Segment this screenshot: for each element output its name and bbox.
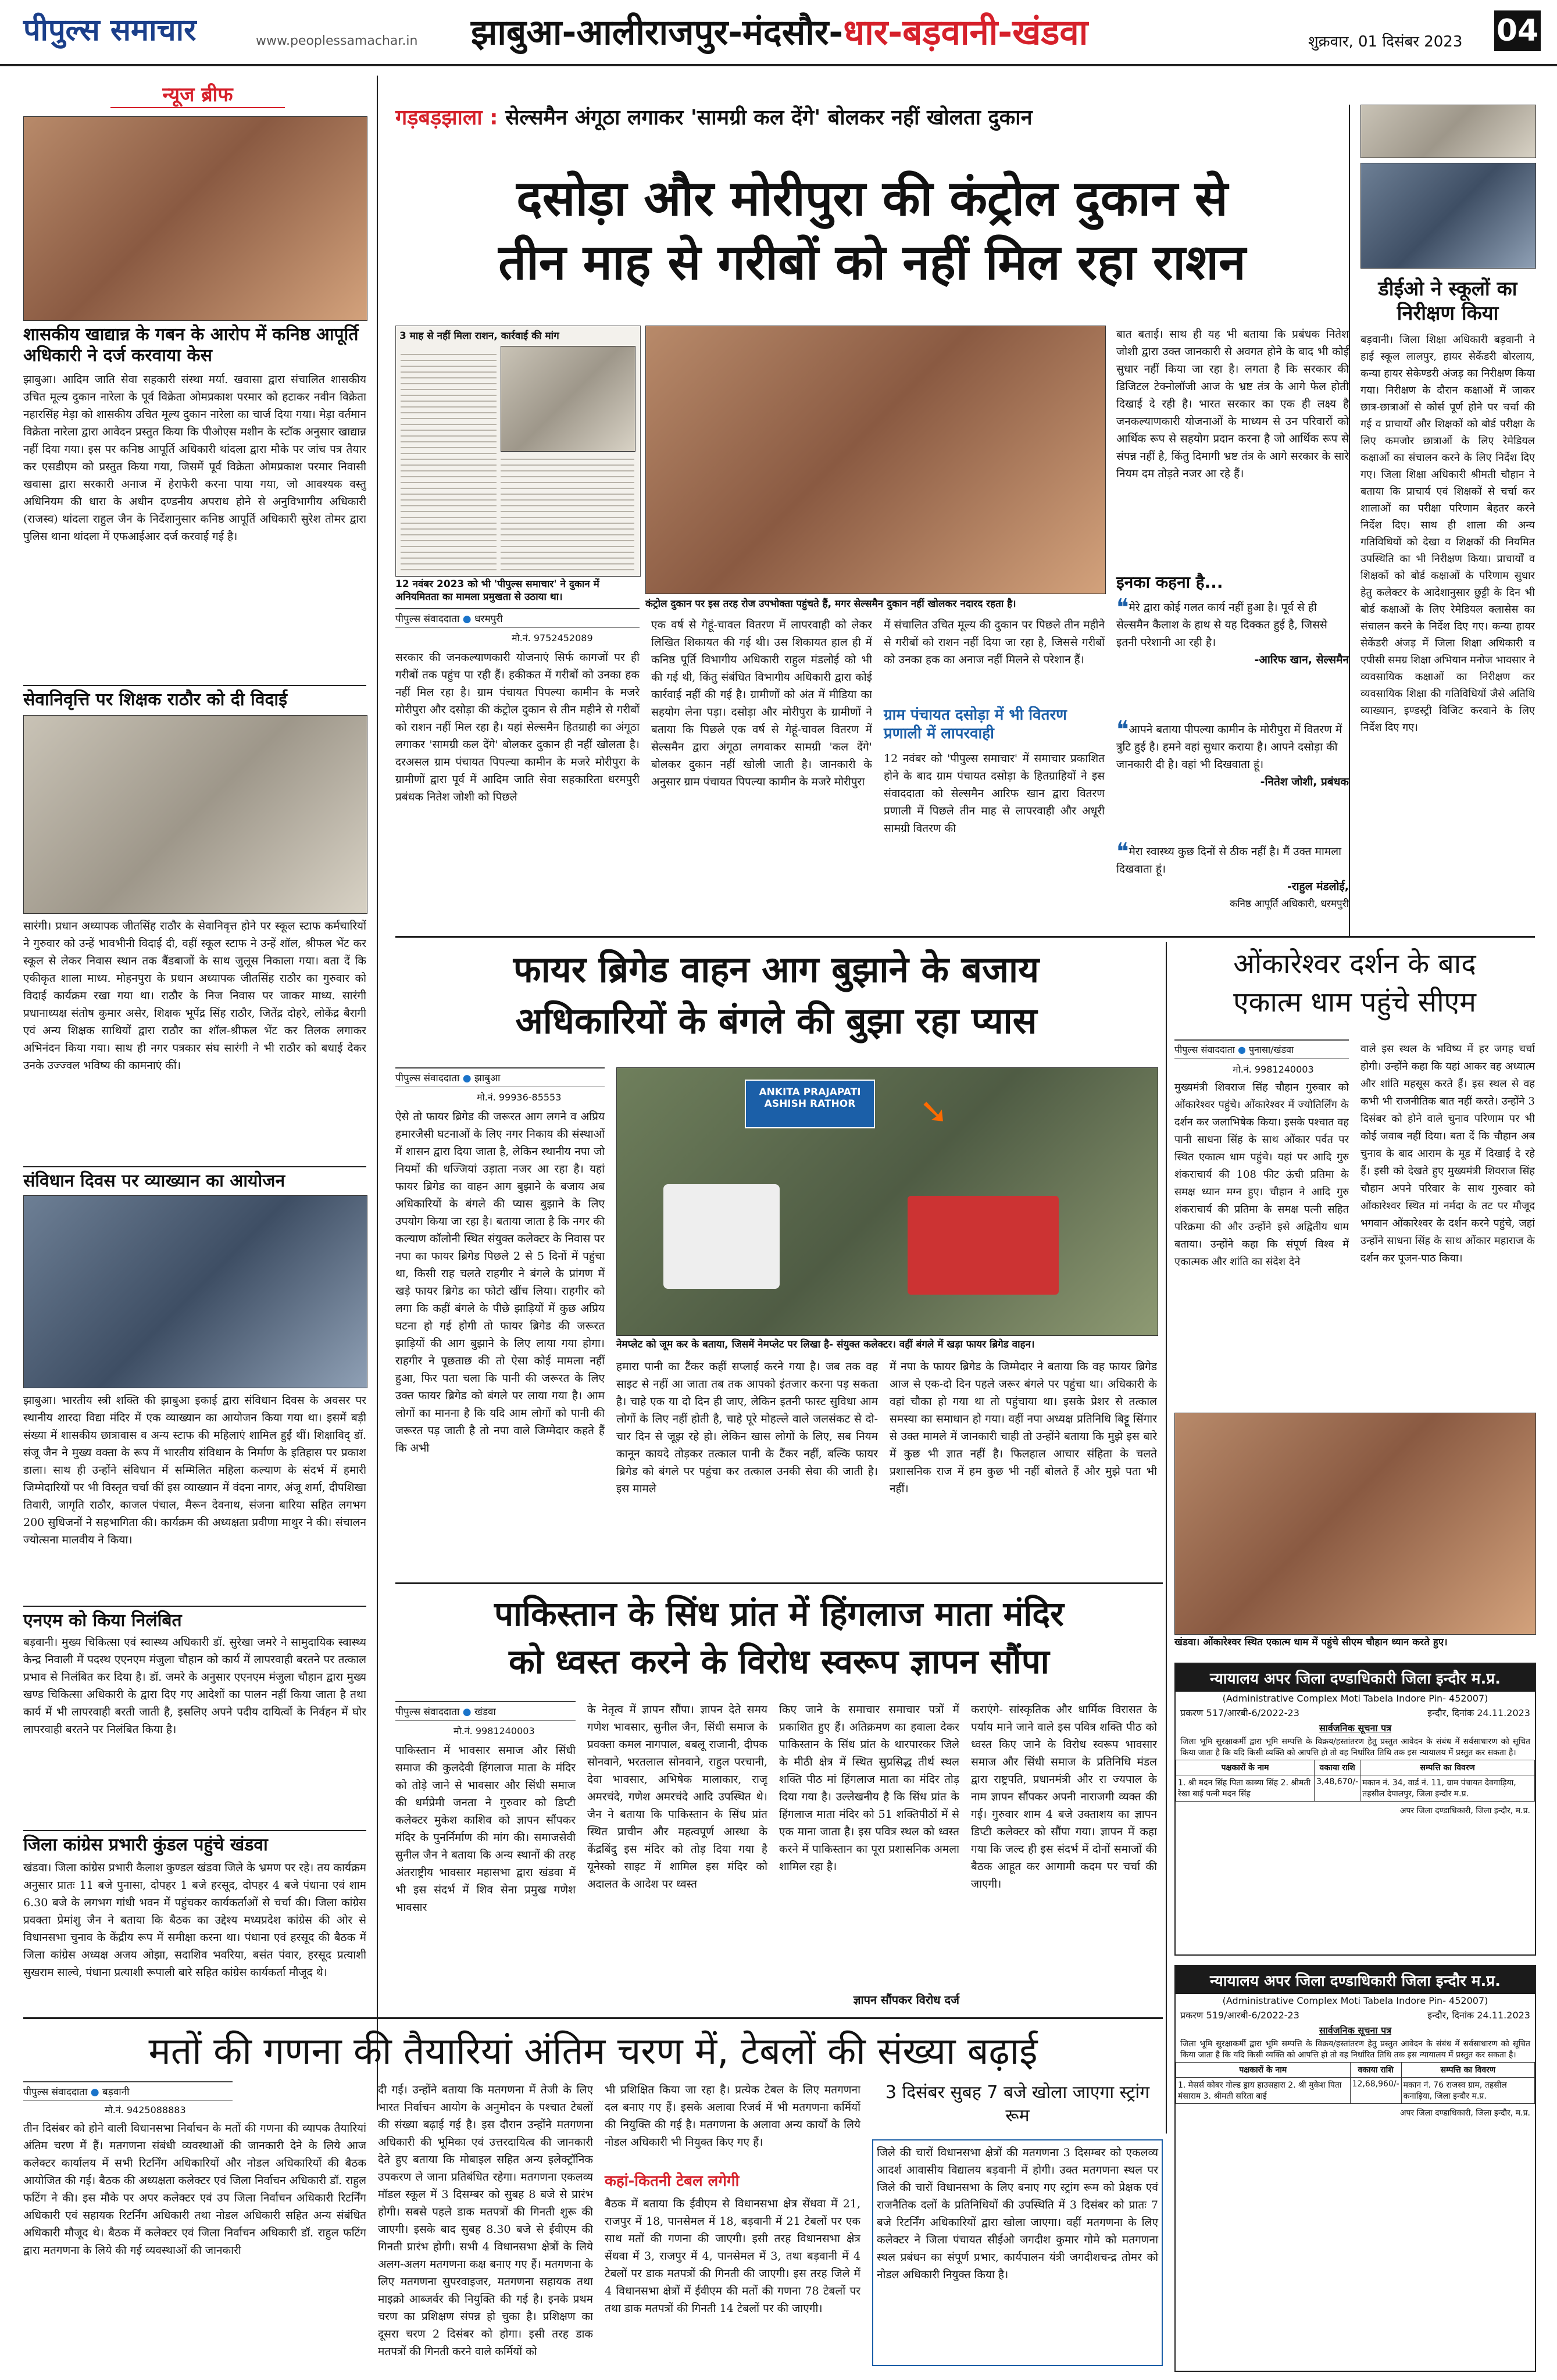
brief-body-4: बड़वानी। मुख्य चिकित्सा एवं स्वास्थ्य अधिकारी डॉ. सुरेखा जमरे ने सामुदायिक स्वास्थ्य केन्द्र निवाली में पदस्थ एएनएम मंजुला चौहान को कार्य में लापरवाही बरतने पर तत्काल प्रभाव से निलंबित कर दिया है। डॉ. जमरे के अनुसार एएनएम मंजुला चौहान द्वारा मुख्य खण्ड चिकित्सा अधिकारी के द्वारा दिए गए आदेशों का पालन नहीं किया जाता है तथा कार्य में भी लापरवाही बरती जाती है, इसलिए अपने पदीय दायित्वों के निर्वहन में घोर लापरवाही बरतने पर निलंबित किया है। [23,1636,366,1736]
omk-byline [1174,1039,1349,1059]
fire-photo [616,1067,1158,1336]
section-rule-3 [23,2017,1163,2019]
fire-mobile: मो.नं. 99936-85553 [477,1092,562,1103]
omk-col-1: मुख्यमंत्री शिवराज सिंह चौहान गुरुवार को ओंकारेश्वर पहुंचे। ओंकारेश्वर में ज्योतिर्लिंग के दर्शन कर जलाभिषेक किया। इसके पश्चात वह पानी साधना सिंह के साथ ओंकार पर्वत पर स्थित एकात्म धाम पहुंचे। यहां पर आदि गुरु शंकराचार्य की 108 फीट ऊंची प्रतिमा के समक्ष ध्यान मग्न हुए। चौहान ने आदि गुरु शंकराचार्य की प्रतिमा के समक्ष पत्नी सहित परिक्रमा की और उन्होंने इसे अद्वितीय धाम बताया। उन्होंने कहा कि संपूर्ण विश्व में एकात्मक और शांति का संदेश देने [1174,1081,1349,1268]
strong-room-body: जिले की चारों विधानसभा क्षेत्रों की मतगणना 3 दिसम्बर को एकलव्य आदर्श आवासीय विद्यालय बड़वानी में होगी। उक्त मतगणना स्थल पर जिले की चारों विधानसभा के लिए बनाए गए स्ट्रांग रूम को प्रेक्षक एवं राजनैतिक दलों के प्रतिनिधियों की उपस्थिति में 3 दिसंबर को प्रातः 7 बजे रिटर्निंग अधिकारियों द्वारा खोला जाएगा। वहीं मतगणना के लिए कलेक्टर ने जिला पंचायत सीईओ जगदीश कुमार गोमे को मतगणना स्थल प्रबंधन का संपूर्ण प्रभार, कार्यपालन यंत्री जगदीशचन्द्र तोमर को नोडल अधिकारी नियुक्त किया है। [872,2139,1163,2366]
brief-photo-1 [23,116,367,321]
clip-title: 3 माह से नहीं मिला राशन, कार्रवाई की मांग [399,330,559,342]
pak-byline-place: खंडवा [474,1706,496,1718]
fire-headline-1: फायर ब्रिगेड वाहन आग बुझाने के बजाय [513,948,1040,991]
section-rule-1 [395,936,1535,938]
nameplate-line-1: ANKITA PRAJAPATI [759,1087,861,1098]
news-brief-title: न्यूज ब्रीफ [110,80,285,108]
notice-1-head: न्यायालय अपर जिला दण्डाधिकारी जिला इन्दौर म.प्र. [1176,1664,1535,1692]
clip-caption: 12 नवंबर 2023 को भी 'पीपुल्स समाचार' ने दुकान में अनियमितता का मामला प्रमुखता से उठाया था। [395,578,640,603]
pak-mobile: मो.नं. 9981240003 [453,1725,535,1736]
lead-kicker-text: सेल्समैन अंगूठा लगाकर 'सामग्री कल देंगे' बोलकर नहीं खोलता दुकान [505,106,1033,130]
lead-kicker [395,102,1033,131]
logo: पीपुल्स समाचार [23,13,197,48]
pak-col-3: किए जाने के समाचार समाचार पत्रों में प्रकाशित हुए हैं। अतिक्रमण का हवाला देकर पाकिस्तान के सिंध प्रांत के थारपारकर जिले के मीठी क्षेत्र में स्थित सुप्रसिद्ध तीर्थ स्थल शक्ति पीठ मां हिंगलाज माता का मंदिर तोड़ दिया गया है। उल्लेखनीय है कि सिंध प्रांत के हिंगलाज माता मंदिर को 51 शक्तिपीठों में से एक माना जाता है। इस पवित्र स्थल को ध्वस्त करने में पाकिस्तान का पूरा प्रशासनिक अमला शामिल रहा है। [779,1703,959,1873]
quote-1-by: -आरिफ खान, सेल्समैन [1254,653,1349,666]
column-rule-mid [1166,942,1167,2134]
deo-photo-2 [1360,105,1536,158]
deo-body: बड़वानी। जिला शिक्षा अधिकारी बड़वानी ने हाई स्कूल लालपुर, हायर सेकेंडरी बोरलाय, कन्या हायर सेकेण्डरी अंजड़ का निरीक्षण किया गया। निरीक्षण के दौरान कक्षाओं में जाकर छात्र-छात्राओं से कोर्स पूर्ण होने पर चर्चा की गई व प्राचार्यों और शिक्षकों को बोर्ड परीक्षा के लिए कमजोर छात्राओं के लिए रेमेडियल कक्षाओं का संचालन करने के लिए निर्देश दिए गए। जिला शिक्षा अधिकारी श्रीमती चौहान ने बताया कि प्राचार्य एवं शिक्षकों से चर्चा कर शालाओं का परीक्षा परिणाम बेहतर करने निर्देश दिए। साथ ही शाला की अन्य गतिविधियों को देखा व शिक्षकों की नियमित उपस्थिति का भी निरीक्षण किया। प्राचार्यों व शिक्षकों को बोर्ड कक्षाओं के परिणाम सुधार हेतु कलेक्टर के आदेशानुसार छुट्टी के दिन भी बोर्ड कक्षाओं के लिए रेमेडियल क्लासेस का संचालन करने के निर्देश दिए गए। कन्या हायर सेकेंडरी अंजड़ में जिला शिक्षा अधिकारी व एपीसी समग्र शिक्षा अभियान मनोज भावसार ने व्यवसायिक कक्षाओं का निरीक्षण कर व्यवसायिक शिक्षा की गतिविधियों जैसे अतिथि व्याख्यान, इण्डस्ट्री विजिट करवाने के लिए निर्देश दिए गए। [1360,334,1535,734]
column-rule-right [1349,105,1350,936]
count-byline [23,2081,233,2101]
quote-mark-icon: ❝ [1116,716,1129,743]
brief-heading-5: जिला कांग्रेस प्रभारी कुंडल पहुंचे खंडवा [23,1830,366,1856]
pak-col-4: कराएंगे- सांस्कृतिक और धार्मिक विरासत के पर्याय माने जाने वाले इस पवित्र शक्ति पीठ को ध्वस्त किए जाने के विरोध स्वरूप भावसार समाज और सिंधी समाज के प्रतिनिधि मंडल द्वारा राष्ट्रपति, प्रधानमंत्री और रा ज्यपाल के नाम ज्ञापन सौंपकर अपनी नाराजगी व्यक्त की गई। गुरुवार शाम 4 बजे उक्ताशय का ज्ञापन डिप्टी कलेक्टर को सौंपा गया। ज्ञापन में कहा गया कि जल्द ही इस संदर्भ में दोनों समाजों की बैठक आहूत कर आगामी कदम पर चर्चा की जाएगी। [971,1703,1157,1891]
lead-col-3b: 12 नवंबर को 'पीपुल्स समाचार' में समाचार प्रकाशित होने के बाद ग्राम पंचायत दसोड़ा के हितग्राहियों ने इस संवाददाता को सेल्समैन आरिफ खान द्वारा वितरण प्रणाली में पिछले तीन माह से लापरवाही और अधूरी सामग्री वितरण की [884,752,1105,835]
quote-1 [1116,594,1349,669]
lead-kicker-red: गड़बड़झाला : [395,106,498,130]
notice-1-case-no: प्रकरण 517/आरबी-6/2022-23 [1180,1707,1299,1718]
lead-byline [395,608,640,628]
lead-photo-caption: कंट्रोल दुकान पर इस तरह रोज उपभोक्ता पहुंचते हैं, मगर सेल्समैन दुकान नहीं खोलकर नदारद रहता है। [645,598,1105,610]
count-col-3: भी प्रशिक्षित किया जा रहा है। प्रत्येक टेबल के लिए मतगणना दल बनाए गए हैं। इसके अलावा रिजर्व में भी मतगणना कर्मियों की नियुक्ति की गई है। मतगणना के अलावा अन्य कार्यों के लिये नोडल अधिकारी भी नियुक्त किए गए हैं। [605,2084,860,2149]
fire-truck-icon [663,1184,780,1289]
notice-1-sign: अपर जिला दण्डाधिकारी, जिला इन्दौर, म.प्र. [1399,1806,1530,1816]
pak-col-3-sub: ज्ञापन सौंपकर विरोध दर्ज [853,1993,959,2007]
nameplate [745,1080,875,1128]
count-col-1: तीन दिसंबर को होने वाली विधानसभा निर्वाचन के मतों की गणना की व्यापक तैयारियां अंतिम चरण में हैं। मतगणना संबंधी व्यवस्थाओं की जानकारी देने के लिये आज कलेक्टर कार्यालय में सभी रिटर्निंग अधिकारियों और नोडल अधिकारियों की बैठक आयोजित की गई। बैठक की अध्यक्षता कलेक्टर एवं जिला निर्वाचन अधिकारी डॉ. राहुल फटिंग ने की। इस मौके पर अपर कलेक्टर एवं उप जिला निर्वाचन अधिकारी रिटर्निंग अधिकारी एवं सहायक रिटर्निंग अधिकारी तथा नोडल अधिकारी सहित अन्य संबंधित अधिकारी मौजूद थे। बैठक में कलेक्टर एवं जिला निर्वाचन अधिकारी डॉ. राहुल फटिंग द्वारा मतगणना के लिये की गई व्यवस्थाओं की जानकारी [23,2122,366,2257]
notice-2-sub: (Administrative Complex Moti Tabela Indore Pin- 452007) [1222,1995,1488,2006]
notice-1-sub: (Administrative Complex Moti Tabela Indore Pin- 452007) [1222,1693,1488,1704]
brief-photo-2 [23,715,367,914]
lead-byline-name: पीपुल्स संवाददाता [395,613,460,625]
notice-2-label: सार्वजनिक सूचना पत्र [1319,2025,1392,2036]
omk-col-2: वाले इस स्थल के भविष्य में हर जगह चर्चा होगी। उन्होंने कहा कि यहां आकर वह अध्यात्म और शांति महसूस करते हैं। इस स्थल से वह कभी भी राजनीतिक बात नहीं करते। उन्होंने 3 दिसंबर को होने वाले चुनाव परिणाम पर भी कोई जवाब नहीं दिया। बता दें कि चौहान अब चुनाव के बाद आराम के मूड में दिखाई दे रहे हैं। इसी को देखते हुए मुख्यमंत्री शिवराज सिंह चौहान अपने परिवार के साथ गुरुवार को ओंकारेश्वर स्थित मां नर्मदा के तट पर मौजूद भगवान ओंकारेश्वर के दर्शन करने पहुंचे, जहां उन्होंने साधना सिंह के साथ ओंकार महाराज के दर्शन कर पूजन-पाठ किया। [1360,1043,1535,1264]
fire-byline [395,1067,605,1087]
brief-body-3: झाबुआ। भारतीय स्त्री शक्ति की झाबुआ इकाई द्वारा संविधान दिवस के अवसर पर स्थानीय शारदा विद्या मंदिर में एक व्याख्यान का आयोजन किया गया था। इसमें बड़ी संख्या में शासकीय छात्रावास व अन्य स्टाफ की महिलाएं शामिल हुईं थीं। शिक्षाविद् डॉ. संजू जैन ने मुख्य वक्ता के रूप में भारतीय संविधान के निर्माण के इतिहास पर प्रकाश डाला। साथ ही उन्होंने संविधान में सम्मिलित महिला कल्याण के संदर्भ में हमारी जिम्मेदारियों पर भी विस्तृत चर्चा कीं इस व्याख्यान में वंदना नागर, अंजू शर्मा, दीपशिखा तिवारी, जागृति राठौर, काजल पंचाल, मैरून देवनाथ, संजना बारिया सहित लगभग 200 सुधिजनों ने सहभागिता की। कार्यक्रम की अध्यक्षता प्रवीणा माथुर ने की। संचालन ज्योत्सना मालवीय ने किया। [23,1394,366,1546]
count-byline-place: बड़वानी [102,2086,130,2098]
quote-3-text: मेरा स्वास्थ्य कुछ दिनों से ठीक नहीं है। मैं उक्त मामला दिखवाता हूं। [1116,845,1342,875]
column-rule-left [377,76,378,2110]
lead-headline-2: तीन माह से गरीबों को नहीं मिल रहा राशन [498,234,1246,291]
notice-1-label: सार्वजनिक सूचना पत्र [1319,1723,1392,1734]
section-title [471,7,1088,55]
count-headline: मतों की गणना की तैयारियां अंतिम चरण में, टेबलों की संख्या बढ़ाई [148,2030,1038,2073]
notice-2-row-a: 1. मेसर्स कोबर गोल्ड ड्राय हाउसहारा 2. श्री मुकेश पिता मंसाराम 3. श्रीमती सरिता बाई [1176,2078,1351,2104]
notice-2-text: जिला भूमि सुरक्षाकर्मी द्वारा भूमि सम्पत्ति के विक्रय/हस्तांतरण हेतु प्रस्तुत आवेदन के संबंध में सर्वसाधारण को सूचित किया जाता है कि यदि किसी व्यक्ति को आपत्ति हो तो वह निर्धारित तिथि तक इस न्यायालय में प्रस्तुत कर सकता है। [1180,2039,1530,2060]
lead-byline-place: धरमपुरी [474,613,503,625]
brief-heading-4: एनएम को किया निलंबित [23,1606,366,1631]
pak-byline-name: पीपुल्स संवाददाता [395,1706,460,1718]
notice-1-date: इन्दौर, दिनांक 24.11.2023 [1427,1707,1530,1718]
lead-photo [645,326,1106,594]
masthead [0,0,1557,66]
news-brief-column [23,76,366,1825]
count-byline-name: पीपुल्स संवाददाता [23,2086,88,2098]
omk-byline-place: पुनासा/खंडवा [1249,1044,1294,1055]
notice-2-col-b: वकाया राशि [1350,2063,1401,2078]
brief-body-2: सारंगी। प्रधान अध्यापक जीतसिंह राठौर के सेवानिवृत्त होने पर स्कूल स्टाफ कर्मचारियों ने गुरुवार को उन्हें भावभीनी विदाई दी, वहीं स्कूल स्टाफ ने उन्हें शॉल, श्रीफल भेंट कर स्कूल से लेकर निवास स्थान तक बैंडबाजों के साथ जुलूस निकाला गया। बता दें कि एकीकृत शाला माध्य. मोहनपुरा के प्रधान अध्यापक जीतसिंह राठौर का गुरुवार को विदाई कार्यक्रम रखा गया था। राठौर के निज निवास पर जाकर माध्य. सारंगी प्रधानाध्यक्ष संतोष कुमार असेर, शिक्षक भूपेंद्र सिंह राठौर, जितेंद्र दोहरे, लोकेंद्र बैरागी एवं अन्य शिक्षक साथियों द्वारा राठौर का शॉल-श्रीफल भेंट कर तिलक लगाकर अभिनंदन किया गया। साथ ही नगर पत्रकार संघ सारंगी ने भी राठौर को बधाई देकर उनके उज्ज्वल भविष्य की कामनाएं कीं। [23,920,366,1072]
quote-1-text: मेरे द्वारा कोई गलत कार्य नहीं हुआ है। पूर्व से ही सेल्समैन कैलाश के हाथ से यह दिक्कत हुई है, जिससे इतनी परेशानी आ रही है। [1116,601,1327,649]
deo-headline: डीईओ ने स्कूलों का निरीक्षण किया [1378,277,1517,325]
arrow-icon: ➘ [919,1091,949,1132]
notice-1-row-b: 3,48,670/- [1315,1775,1360,1802]
quotes-title: इनका कहना है... [1116,573,1223,592]
strong-room-head: 3 दिसंबर सुबह 7 बजे खोला जाएगा स्ट्रांग रूम [885,2082,1150,2126]
count-mobile: मो.नं. 9425088883 [105,2104,186,2115]
omk-byline-name: पीपुल्स संवाददाता [1174,1044,1235,1055]
strong-room-box [872,2081,1163,2370]
notice-2-col-c: सम्पत्ति का विवरण [1401,2063,1534,2078]
fire-byline-name: पीपुल्स संवाददाता [395,1073,460,1084]
lead-col-3: में संचालित उचित मूल्य की दुकान पर पिछले तीन महीने से गरीबों को राशन नहीं दिया जा रहा है, जिससे गरीबों को उनका हक का अनाज नहीं मिलने से परेशान हैं। [884,619,1105,666]
fire-col-3: में नपा के फायर ब्रिगेड के जिम्मेदार ने बताया कि वह फायर ब्रिगेड आज से एक-दो दिन पहले जरूर बंगले पर पहुंचा था। अधिकारी के वहां चौका हो गया था तो पहुंचाया था। इसके प्रेशर से तत्काल समस्या का समाधान हो गया। वहीं नपा अध्यक्ष प्रतिनिधि बिट्टू सिंगार से उक्त मामले में जानकारी चाही तो उन्होंने बताया कि मुझे इस बारे में कुछ भी ज्ञात नहीं है। फिलहाल आचार संहिता के चलते प्रशासनिक राज में हम कुछ भी नहीं बोलते हैं और मुझे पता भी नहीं। [890,1360,1157,1495]
clip-text-lines-2 [501,454,634,570]
fire-photo-caption: नेमप्लेट को जूम कर के बताया, जिसमें नेमप्लेट पर लिखा है- संयुक्त कलेक्टर। वहीं बंगले में खड़ा फायर ब्रिगेड वाहन। [616,1338,1157,1351]
brief-heading-2: सेवानिवृत्ति पर शिक्षक राठौर को दी विदाई [23,685,366,710]
lead-col-1: सरकार की जनकल्याणकारी योजनाएं सिर्फ कागजों पर ही गरीबों तक पहुंच पा रही हैं। हकीकत में गरीबों को उनका हक नहीं मिल रहा है। ग्राम पंचायत पिपल्या कामीन के मजरे मोरीपुरा और दसोड़ा की कंट्रोल दुकान से तीन महीने से गरीबों को राशन नहीं मिल रहा है। यहां सेल्समैन हितग्राही का अंगूठा लगाकर 'सामग्री कल देंगे' बोलकर दुकान ही नहीं खोलता है। दरअसल ग्राम पंचायत पिपल्या कामीन के मजरे मोरीपुरा के ग्रामीणों द्वारा पूर्व में आदिम जाति सेवा सहकारिता धरमपुरी प्रबंधक नितेश जोशी को पिछले [395,651,640,803]
omk-headline-1: ओंकारेश्वर दर्शन के बाद [1233,948,1476,980]
issue-date: शुक्रवार, 01 दिसंबर 2023 [1308,33,1463,51]
notice-1-col-c: सम्पत्ति का विवरण [1360,1760,1535,1775]
nameplate-line-2: ASHISH RATHOR [764,1098,856,1110]
brief-heading-1: शासकीय खाद्यान्न के गबन के आरोप में कनिष्ठ आपूर्ति अधिकारी ने दर्ज करवाया केस [23,324,359,366]
public-notice-1 [1174,1663,1536,1956]
notice-2-row-b: 12,68,960/- [1350,2078,1401,2104]
clip-photo [501,346,635,452]
section-title-black: झाबुआ-आलीराजपुर-मंदसौर- [471,12,844,53]
brief-body-5: खंडवा। जिला कांग्रेस प्रभारी कैलाश कुण्डल खंडवा जिले के भ्रमण पर रहे। तय कार्यक्रम अनुसार प्रातः 11 बजे पुनासा, दोपहर 1 बजे हरसूद, दोपहर 4 बजे पंधाना एवं शाम 6.30 बजे के लगभग गांधी भवन में पहुंचकर कार्यकर्ताओं से चर्चा की। जिला कांग्रेस प्रवक्ता प्रेमांशु जैन ने बताया कि बैठक का उद्देश्य मध्यप्रदेश कांग्रेस की ओर से विधानसभा चुनाव के केंद्रीय रूप में समीक्षा करना था। पंधाना एवं हरसूद की बैठक में जिला कांग्रेस अध्यक्ष अजय ओझा, सदाशिव भवरिया, बसंत पंवार, हरसूद प्रत्याशी सुखराम साल्वे, पंधाना प्रत्याशी रूपाली बारे सहित कांग्रेस कार्यकर्ता मौजूद थे। [23,1861,366,1979]
notice-2-date: इन्दौर, दिनांक 24.11.2023 [1427,2010,1530,2021]
lead-clipping [395,326,641,577]
lead-col-2: एक वर्ष से गेहूं-चावल वितरण में लापरवाही को लेकर लिखित शिकायत की गई थी। उस शिकायत हाल ही में कनिष्ठ पूर्ति विभागीय अधिकारी राहुल मंडलोई को भी की गई थी, किंतु संबंधित विभागीय अधिकारी द्वारा कोई कार्रवाई नहीं की गई है। ग्रामीणों को अंत में मीडिया का सहयोग लेना पड़ा। दसोड़ा और मोरीपुरा के ग्रामीणों ने बताया कि पिछले एक वर्ष से गेहूं-चावल वितरण में सेल्समैन द्वारा अंगूठा लगवाकर सामग्री 'कल देंगे' बोलकर दुकान नहीं खोली जाती है। जानकारी के अनुसार ग्राम पंचायत पिपल्या कामीन के मजरे मोरीपुरा [651,619,872,788]
notice-2-head: न्यायालय अपर जिला दण्डाधिकारी जिला इन्दौर म.प्र. [1176,1966,1535,1994]
quote-2 [1116,716,1349,791]
quote-mark-icon: ❝ [1116,594,1129,621]
brief-body-1: झाबुआ। आदिम जाति सेवा सहकारी संस्था मर्या. खवासा द्वारा संचालित शासकीय उचित मूल्य दुकान नारेला के पूर्व विक्रेता ओमप्रकाश परमार को हटाकर नवीन विक्रेता नहारसिंह मेड़ा को शासकीय उचित मूल्य दुकान नारेला का चार्ज दिया गया। मेड़ा वर्तमान विक्रेता नारेला द्वारा आवेदन प्रस्तुत किया कि पीओएस मशीन के स्टॉक अनुसार खाद्यान्न नहीं दिया गया। इस पर कनिष्ठ आपूर्ति अधिकारी थांदला द्वारा मौके पर जांच पत्र तैयार कर एसडीएम को प्रस्तुत किया गया, जिसमें पूर्व विक्रेता ओमप्रकाश परमार निवासी खवासा द्वारा सरकारी अनाज में हेराफेरी करना पाया गया, जो आवश्यक वस्तु अधिनियम की धारा के अधीन दण्डनीय अपराध होने से अनुविभागीय अधिकारी (राजस्व) थांदला राहुल जैन के निर्देशानुसार कनिष्ठ आपूर्ति अधिकारी सुरेश तोमर द्वारा पुलिस थाना थांदला में एफआईआर दर्ज करवाई गई है। [23,373,366,543]
bullet-icon: ● [462,613,472,625]
omk-photo-caption: खंडवा। ओंकारेश्वर स्थित एकात्म धाम में पहुंचे सीएम चौहान ध्यान करते हुए। [1174,1636,1535,1649]
notice-1-col-a: पक्षकारों के नाम [1176,1760,1315,1775]
lead-mobile: मो.नं. 9752452089 [512,632,593,644]
lead-headline-1: दसोड़ा और मोरीपुरा की कंट्रोल दुकान से [516,170,1228,227]
pak-col-2: के नेतृत्व में ज्ञापन सौंपा। ज्ञापन देते समय गणेश भावसार, सुनील जैन, सिंधी समाज के प्रवक्ता कमल नागपाल, बबलू राजानी, दीपक सोनवाने, भरतलाल सोनवाने, राहुल परचानी, देवा भावसार, अभिषेक मालाकार, राजू अमरचंदे, गणेश अमरचंदे आदि उपस्थित थे। जैन ने बताया कि पाकिस्तान के सिंध प्रांत स्थित प्राचीन और महत्वपूर्ण आस्था के केंद्रबिंदु इस मंदिर को तोड़ दिया गया है यूनेस्को साइट में शामिल इस मंदिर को अदालत के आदेश पर ध्वस्त [587,1703,767,1891]
count-col-3-head: कहां-कितनी टेबल लगेगी [605,2172,740,2190]
quote-mark-icon: ❝ [1116,838,1129,865]
pak-headline-2: को ध्वस्त करने के विरोध स्वरूप ज्ञापन सौंपा [509,1642,1049,1681]
public-notice-2 [1174,1965,1536,2372]
notice-1-row-c: मकान नं. 34, वार्ड नं. 11, ग्राम पंचायत देवगाड़िया, तहसील देपालपुर, जिला इन्दौर म.प्र. [1360,1775,1535,1802]
brief-heading-3: संविधान दिवस पर व्याख्यान का आयोजन [23,1166,366,1192]
notice-1-table [1176,1760,1535,1802]
page-number: 04 [1494,10,1541,51]
count-col-3b: बैठक में बताया कि ईवीएम से विधानसभा क्षेत्र सेंधवा में 21, राजपुर में 18, पानसेमल में 18, बड़वानी में 21 टेबलों पर एक साथ मतों की गणना की जाएगी। इसी तरह विधानसभा क्षेत्र सेंधवा में 3, राजपुर में 4, पानसेमल में 3, तथा बड़वानी में 4 टेबलों पर डाक मतपत्रों की गिनती की जाएगी। इस तरह जिले में 4 विधानसभा क्षेत्रों में ईवीएम की मतों की गणना 78 टेबलों पर तथा डाक मतपत्रों की गिनती 14 टेबलों पर की जाएगी। [605,2197,860,2315]
count-col-2: दी गई। उन्होंने बताया कि मतगणना में तेजी के लिए भारत निर्वाचन आयोग के अनुमोदन के पश्चात टेबलों की संख्या बढ़ाई गई है। इस दौरान उन्होंने मतगणना अधिकारी की भूमिका एवं उत्तरदायित्व की जानकारी देते हुए बताया कि मोबाइल सहित अन्य इलेक्ट्रॉनिक उपकरण ले जाना प्रतिबंधित रहेगा। मतगणना एकलव्य मॉडल स्कूल में 3 दिसम्बर को सुबह 8 बजे से प्रारंभ होगी। सबसे पहले डाक मतपत्रों की गिनती शुरू की जाएगी। इसके बाद सुबह 8.30 बजे से ईवीएम की गिनती प्रारंभ होगी। सभी 4 विधानसभा क्षेत्रों के लिये अलग-अलग मतगणना कक्ष बनाए गए हैं। मतगणना के लिए मतगणना सुपरवाइजर, मतगणना सहायक तथा माइक्रो आब्जर्वर की नियुक्ति की गई है। इनके प्रथम चरण का प्रशिक्षण संपन्न हो चुका है। प्रशिक्षण का दूसरा चरण 2 दिसंबर को होगा। इसी तरह डाक मतपत्रों की गिनती करने वाले कर्मियों को [378,2084,593,2358]
lead-col-4: बात बताई। साथ ही यह भी बताया कि प्रबंधक नितेश जोशी द्वारा उक्त जानकारी से अवगत होने के बाद भी कोई सुधार नहीं किया जा रहा है। लगता है कि सरकार की डिजिटल टेक्नोलॉजी आज के भ्रष्ट तंत्र के आगे फेल होती दिखाई दे रही है। भारत सरकार का एक ही लक्ष्य है जनकल्याणकारी योजनाओं के माध्यम से उन परिवारों को आर्थिक रूप से सहयोग प्रदान करना है जो आर्थिक रूप से संपन्न नहीं है, किंतु दिमागी भ्रष्ट तंत्र के आगे सरकार के सारे नियम दम तोड़ते नजर आ रहे हैं। [1116,328,1349,480]
brief-photo-3 [23,1195,367,1388]
deo-photo [1360,163,1536,269]
website: www.peoplessamachar.in [256,34,418,48]
lead-subhead: ग्राम पंचायत दसोड़ा में भी वितरण प्रणाली में लापरवाही [884,706,1067,742]
section-title-red: धार-बड़वानी-खंडवा [843,12,1088,53]
notice-1-case [1176,1705,1535,1720]
pak-byline [395,1701,576,1721]
omk-mobile: मो.नं. 9981240003 [1233,1064,1314,1075]
notice-1-col-b: वकाया राशि [1315,1760,1360,1775]
quote-2-by: -नितेश जोशी, प्रबंधक [1260,776,1349,788]
notice-2-case [1176,2007,1535,2022]
quote-3-by2: कनिष्ठ आपूर्ति अधिकारी, धरमपुरी [1230,898,1349,910]
fire-headline-2: अधिकारियों के बंगले की बुझा रहा प्यास [515,999,1037,1042]
notice-1-text: जिला भूमि सुरक्षाकर्मी द्वारा भूमि सम्पत्ति के विक्रय/हस्तांतरण हेतु प्रस्तुत आवेदन के संबंध में सर्वसाधारण को सूचित किया जाता है कि यदि किसी व्यक्ति को आपत्ति हो तो वह निर्धारित तिथि तक इस न्यायालय में प्रस्तुत कर सकता है। [1180,1737,1530,1757]
bullet-icon: ● [90,2086,99,2098]
notice-1-row-a: 1. श्री मदन सिंह पिता काब्या सिंह 2. श्रीमती रेखा बाई पत्नी मदन सिंह [1176,1775,1315,1802]
fire-col-1: ऐसे तो फायर ब्रिगेड की जरूरत आग लगने व अप्रिय हमारजैसी घटनाओं के लिए नगर निकाय की संस्थाओं में शासन द्वारा दिया जाता है, लेकिन स्थानीय नपा जो नियमों की धज्जियां उड़ाता नजर आ रहा है। यहां फायर ब्रिगेड का वाहन आग बुझाने के बजाय अब अधिकारियों के बंगले की प्यास बुझाने के लिए उपयोग किया जा रहा है। बताया जाता है कि नगर की कल्याण कॉलोनी स्थित संयुक्त कलेक्टर के निवास पर नपा का फायर ब्रिगेड पिछले 2 से 5 दिनों में पहुंचा था, किसी राह चलते राहगीर ने बंगले के प्रांगण में खड़े फायर ब्रिगेड का फोटो खींच लिया। राहगीर को लगा कि कहीं बंगले के पीछे झाड़ियों में कुछ अप्रिय घटना हो गई होगी तो फायर ब्रिगेड की जरूरत झाड़ियों की आग बुझाने के लिए लाया गया होगा। राहगीर ने पूछताछ की तो ऐसा कोई मामला नहीं हुआ, फिर पता चला कि पानी की जरूरत के लिए उक्त फायर ब्रिगेड को बंगले पर लाया गया है। आम लोगों का मानना है कि यदि आम लोगों को पानी की जरूरत पड़ जाती है तो नपा वाले जिम्मेदार कहते हैं कि अभी [395,1110,605,1455]
clip-text-lines [401,349,497,570]
notice-2-table [1176,2062,1535,2104]
quote-3-by: -राहुल मंडलोई, [1287,880,1349,893]
quote-2-text: आपने बताया पीपल्या कामीन के मोरीपुरा में वितरण में त्रुटि हुई है। हमने वहां सुधार कराया है। आपने दसोड़ा की जानकारी दी है। वहां भी दिखवाता हूं। [1116,723,1342,771]
notice-2-col-a: पक्षकारों के नाम [1176,2063,1351,2078]
bullet-icon: ● [462,1073,472,1084]
fire-byline-place: झाबुआ [474,1073,501,1084]
notice-2-case-no: प्रकरण 519/आरबी-6/2022-23 [1180,2010,1299,2021]
notice-2-sign: अपर जिला दण्डाधिकारी, जिला इन्दौर, म.प्र. [1399,2109,1530,2118]
pak-col-1: पाकिस्तान में भावसार समाज और सिंधी समाज की कुलदेवी हिंगलाज माता के मंदिर को तोड़े जाने से भावसार और सिंधी समाज की धर्मप्रेमी जनता ने गुरुवार को डिप्टी कलेक्टर मुकेश काशिव को ज्ञापन सौंपकर मंदिर के पुनर्निर्माण की मांग की। समाजसेवी सुनील जैन ने बताया कि अन्य स्थानों की तरह अंतराष्ट्रीय भावसार महासभा द्वारा खंडवा में भी इस संदर्भ में शिव सेना प्रमुख गणेश भावसार [395,1744,576,1914]
pak-headline-1: पाकिस्तान के सिंध प्रांत में हिंगलाज माता मंदिर [494,1594,1064,1634]
omk-photo [1174,1413,1536,1635]
quote-3 [1116,838,1349,913]
notice-2-row-c: मकान नं. 76 राजस्व ग्राम, तहसील कनाड़िया, जिला इन्दौर म.प्र. [1401,2078,1534,2104]
bullet-icon: ● [462,1706,472,1718]
bullet-icon: ● [1237,1044,1246,1055]
section-rule-2 [395,1582,1163,1584]
fire-truck-icon-2 [908,1196,1059,1295]
fire-col-2: हमारा पानी का टैंकर कहीं सप्लाई करने गया है। जब तक वह साइट से नहीं आ जाता तब तक आपको इंतजार करना पड़ सकता है। चाहे एक या दो दिन ही जाए, लेकिन इतनी फास्ट सुविधा आम लोगों के लिए नहीं होती है, चाहे पूरे मोहल्ले वाले जलसंकट से दो-चार दिन से जूझ रहे हो। लेकिन खास लोगों के लिए, सब नियम कानून कायदे तोड़कर तत्काल पानी के टैंकर नहीं, बल्कि फायर ब्रिगेड को बंगले पर पहुंचा कर तत्काल उनकी सेवा की जाती है। इस मामले [616,1360,878,1495]
omk-headline-2: एकात्म धाम पहुंचे सीएम [1233,986,1476,1019]
